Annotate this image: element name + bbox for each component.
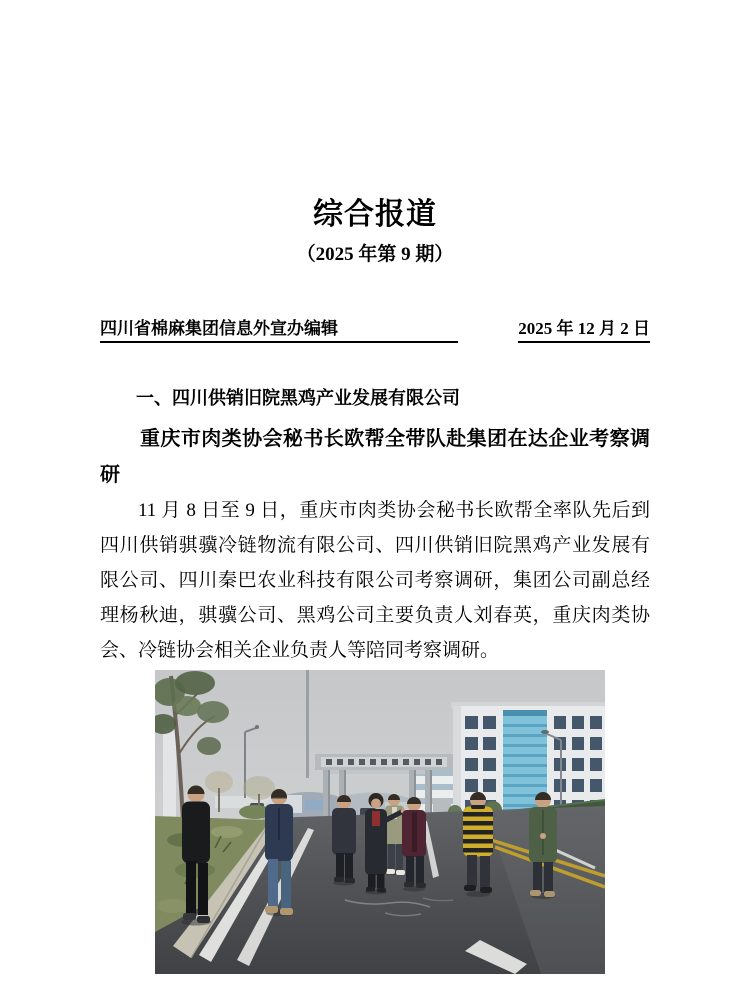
photo-scene	[155, 670, 605, 974]
article-photo	[155, 670, 605, 974]
issue-line: （2025 年第 9 期）	[296, 244, 454, 265]
publish-date: 2025 年 12 月 2 日	[518, 317, 650, 343]
masthead	[100, 317, 650, 343]
page-title: 综合报道	[313, 198, 437, 231]
article-headline: 重庆市肉类协会秘书长欧帮全带队赴集团在达企业考察调研	[100, 428, 650, 486]
section-heading: 一、四川供销旧院黑鸡产业发展有限公司	[136, 388, 460, 408]
editor-credit: 四川省棉麻集团信息外宣办编辑	[100, 317, 458, 343]
article-body: 11 月 8 日至 9 日，重庆市肉类协会秘书长欧帮全率队先后到四川供销骐骥冷链物流有限公司、四川供销旧院黑鸡产业发展有限公司、四川秦巴农业科技有限公司考察调研，集团公司副总经理杨秋迪，骐骥公司、黑鸡公司主要负责人刘春英，重庆肉类协会、冷链协会相关企业负责人等陪同考察调研。	[100, 500, 650, 661]
glasses-icon	[271, 796, 287, 799]
